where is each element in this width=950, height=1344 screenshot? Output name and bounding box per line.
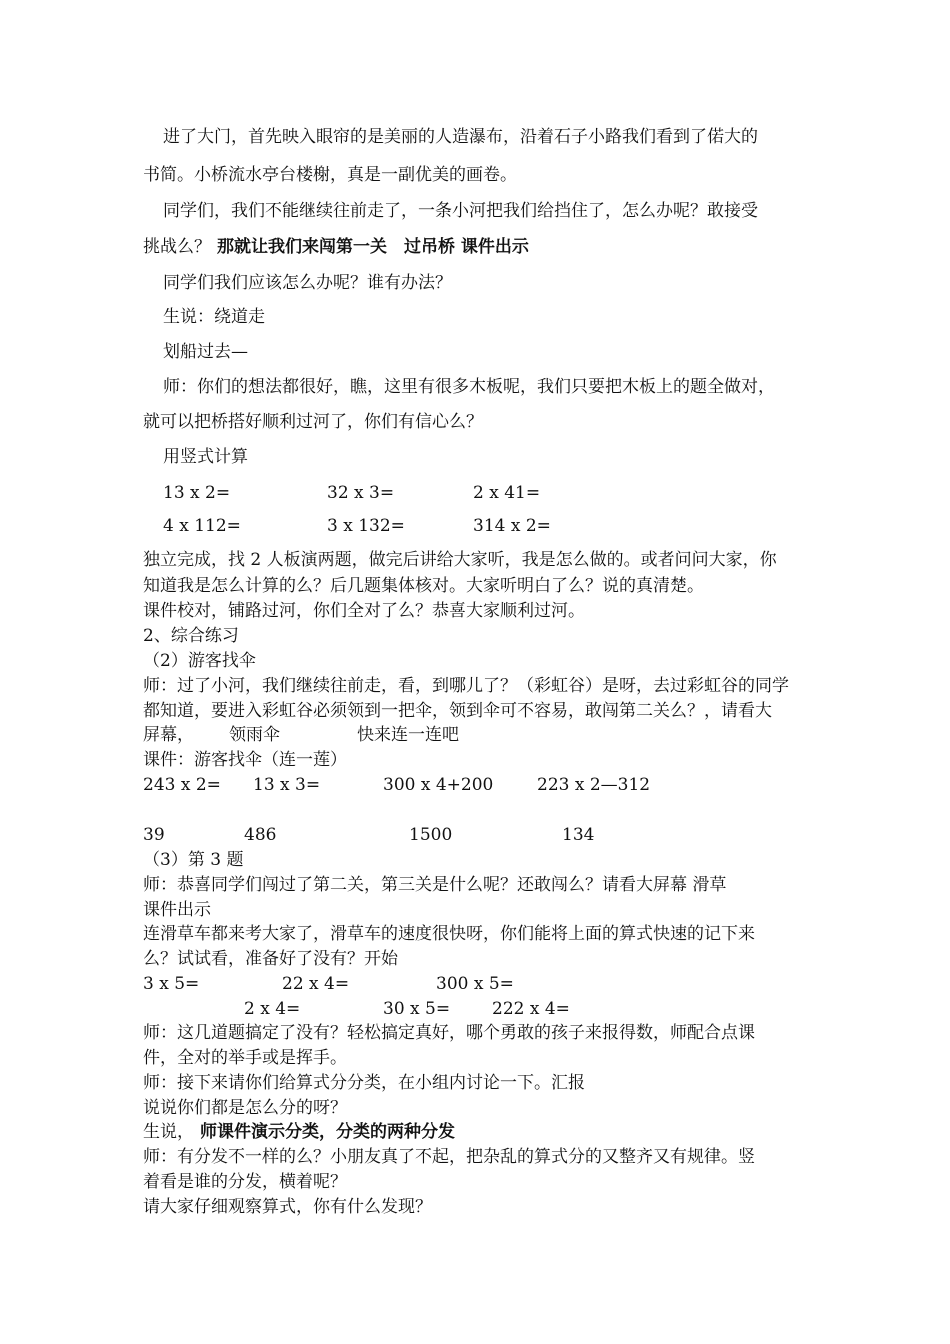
math-expression: 2 x 4= (244, 999, 301, 1019)
math-expression: 13 x 2= (163, 483, 231, 503)
text: 着看是谁的分发，横着呢？ (143, 1172, 347, 1192)
text: 挑战么？ (143, 237, 211, 257)
text: 说说你们都是怎么分的呀？ (143, 1098, 347, 1118)
text: 独立完成，找 2 人板演两题，做完后讲给大家听，我是怎么做的。或者问问大家，你 (143, 550, 777, 570)
math-expression: 314 x 2= (473, 516, 551, 536)
math-expression: 3 x 132= (327, 516, 405, 536)
text: （2）游客找伞 (143, 651, 256, 671)
text: 请大家仔细观察算式，你有什么发现？ (143, 1197, 432, 1217)
math-expression: 22 x 4= (282, 974, 350, 994)
math-expression: 243 x 2= (143, 775, 221, 795)
text: 都知道，要进入彩虹谷必须领到一把伞，领到伞可不容易，敢闯第二关么？，请看大 (143, 701, 772, 721)
text: 课件出示 (143, 900, 211, 920)
text: 件，全对的举手或是挥手。 (143, 1048, 347, 1068)
math-expression: 13 x 3= (253, 775, 321, 795)
text: 连滑草车都来考大家了，滑草车的速度很快呀，你们能将上面的算式快速的记下来 (143, 924, 755, 944)
bold-heading-text: 那就让我们来闯第一关 过吊桥 课件出示 (217, 237, 529, 257)
math-expression: 300 x 5= (436, 974, 514, 994)
answer-value: 134 (562, 825, 595, 845)
math-expression: 222 x 4= (492, 999, 570, 1019)
math-expression: 30 x 5= (383, 999, 451, 1019)
text: 同学们，我们不能继续往前走了，一条小河把我们给挡住了，怎么办呢？敢接受 (163, 201, 758, 221)
math-expression: 300 x 4+200 (383, 775, 494, 795)
text: 生说， (143, 1122, 194, 1142)
text: 书简。小桥流水亭台楼榭，真是一副优美的画卷。 (143, 165, 517, 185)
text: 师：你们的想法都很好，瞧，这里有很多木板呢，我们只要把木板上的题全做对， (163, 377, 775, 397)
text: 知道我是怎么计算的么？后几题集体核对。大家听明白了么？说的真清楚。 (143, 576, 704, 596)
answer-value: 39 (143, 825, 165, 845)
text: 同学们我们应该怎么办呢？谁有办法？ (163, 273, 452, 293)
text: 师：这几道题搞定了没有？轻松搞定真好，哪个勇敢的孩子来报得数，师配合点课 (143, 1023, 755, 1043)
text: 屏幕， (143, 725, 194, 745)
text: 师：接下来请你们给算式分分类，在小组内讨论一下。汇报 (143, 1073, 585, 1093)
text: 进了大门，首先映入眼帘的是美丽的人造瀑布，沿着石子小路我们看到了偌大的 (163, 127, 758, 147)
answer-value: 1500 (409, 825, 453, 845)
text: 师：恭喜同学们闯过了第二关，第三关是什么呢？还敢闯么？请看大屏幕 滑草 (143, 875, 727, 895)
text: 课件：游客找伞（连一莲） (143, 750, 347, 770)
text: 用竖式计算 (163, 447, 248, 467)
text: 课件校对，铺路过河，你们全对了么？恭喜大家顺利过河。 (143, 601, 585, 621)
math-expression: 2 x 41= (473, 483, 541, 503)
math-expression: 223 x 2—312 (537, 775, 651, 795)
text: 2、综合练习 (143, 626, 239, 646)
text: 师：有分发不一样的么？小朋友真了不起，把杂乱的算式分的又整齐又有规律。竖 (143, 1147, 755, 1167)
math-expression: 3 x 5= (143, 974, 200, 994)
text: 师：过了小河，我们继续往前走，看，到哪儿了？（彩虹谷）是呀，去过彩虹谷的同学 (143, 676, 789, 696)
text: 么？试试看，准备好了没有？开始 (143, 949, 398, 969)
text: 领雨伞 (229, 725, 280, 745)
text: 划船过去— (163, 342, 248, 362)
answer-value: 486 (244, 825, 277, 845)
math-expression: 32 x 3= (327, 483, 395, 503)
bold-text: 师课件演示分类，分类的两种分发 (200, 1122, 455, 1142)
text: 就可以把桥搭好顺利过河了，你们有信心么？ (143, 412, 483, 432)
text: 生说：绕道走 (163, 307, 265, 327)
text: 快来连一连吧 (357, 725, 459, 745)
text: （3）第 3 题 (143, 850, 244, 870)
math-expression: 4 x 112= (163, 516, 241, 536)
